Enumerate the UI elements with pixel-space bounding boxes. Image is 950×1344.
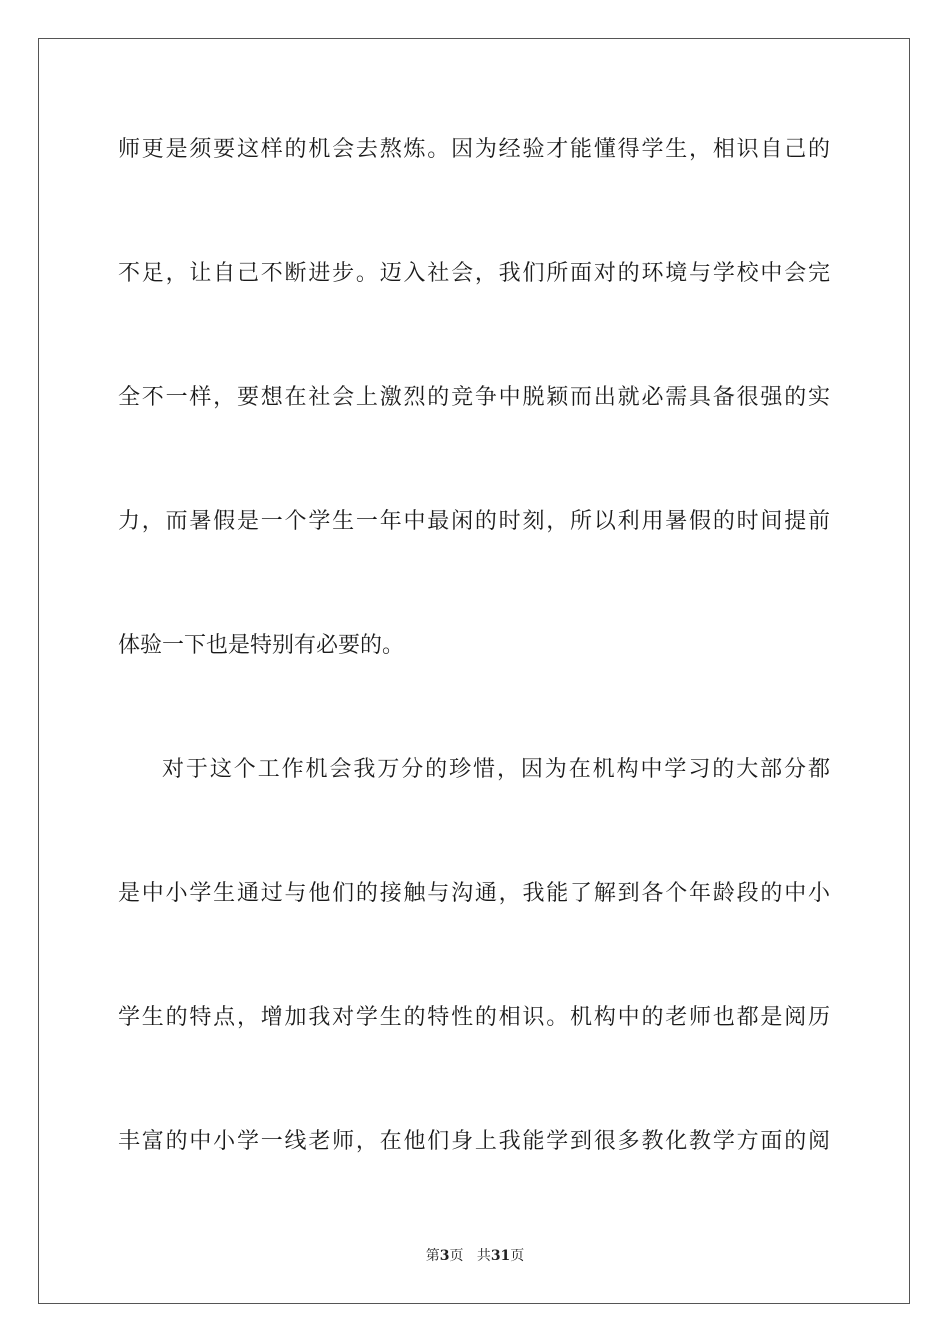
text-line: 是中小学生通过与他们的接触与沟通，我能了解到各个年龄段的中小 [118,881,830,906]
text-line: 学生的特点，增加我对学生的特性的相识。机构中的老师也都是阅历 [118,1005,830,1030]
footer-prefix: 第 [425,1248,440,1264]
text-line: 全不一样，要想在社会上激烈的竞争中脱颖而出就必需具备很强的实 [118,385,830,410]
total-page-count: 31 [490,1248,511,1264]
text-line: 不足，让自己不断进步。迈入社会，我们所面对的环境与学校中会完 [118,261,830,286]
text-line: 丰富的中小学一线老师，在他们身上我能学到很多教化教学方面的阅 [118,1129,830,1154]
current-page-number: 3 [439,1248,450,1264]
footer-total-suffix: 页 [510,1248,525,1264]
text-line: 力，而暑假是一个学生一年中最闲的时刻，所以利用暑假的时间提前 [118,509,830,534]
document-body [118,120,830,1236]
page-footer [0,1246,950,1266]
text-line: 师更是须要这样的机会去熬炼。因为经验才能懂得学生，相识自己的 [118,137,830,162]
text-line: 体验一下也是特别有必要的。 [118,633,405,658]
footer-total-prefix: 共 [476,1248,491,1264]
footer-page-suffix: 页 [449,1248,464,1264]
text-line: 对于这个工作机会我万分的珍惜，因为在机构中学习的大部分都 [162,757,830,782]
